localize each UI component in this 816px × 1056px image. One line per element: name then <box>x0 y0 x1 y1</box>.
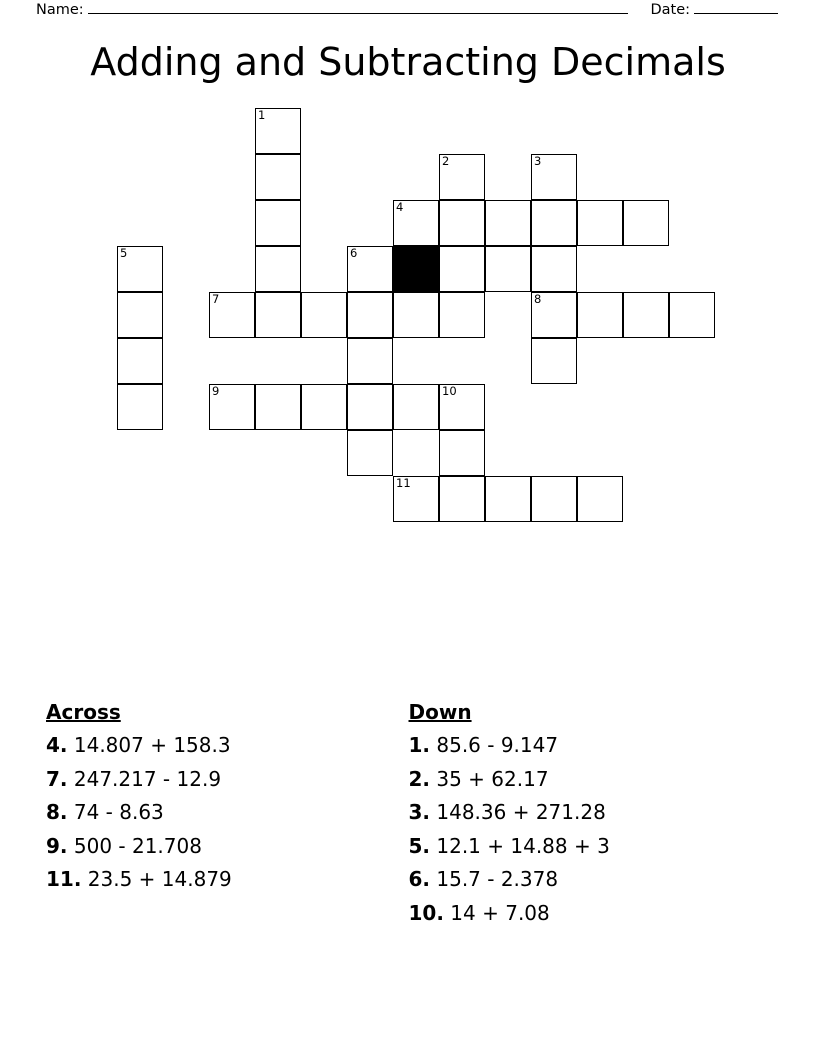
grid-cell-number: 1 <box>258 108 266 122</box>
clue-number: 11. <box>46 867 82 891</box>
grid-cell[interactable] <box>255 200 301 246</box>
clue-item <box>46 863 408 897</box>
grid-cell[interactable] <box>669 292 715 338</box>
grid-cell[interactable] <box>439 384 485 430</box>
grid-cell[interactable] <box>439 246 485 292</box>
grid-cell[interactable] <box>255 384 301 430</box>
clue-item <box>46 796 408 830</box>
grid-cell[interactable] <box>531 200 577 246</box>
grid-cell[interactable] <box>531 476 577 522</box>
grid-cell-number: 6 <box>350 246 358 260</box>
grid-cell[interactable] <box>623 292 669 338</box>
grid-cell[interactable] <box>255 108 301 154</box>
clue-number: 5. <box>408 833 431 858</box>
grid-cell[interactable] <box>531 292 577 338</box>
grid-cell[interactable] <box>439 200 485 246</box>
across-heading: Across <box>46 700 121 724</box>
grid-cell[interactable] <box>393 384 439 430</box>
down-heading: Down <box>408 700 472 724</box>
name-date-header <box>36 0 780 26</box>
grid-cell[interactable] <box>255 154 301 200</box>
clue-text: 15.7 - 2.378 <box>430 867 559 891</box>
grid-cell[interactable] <box>531 154 577 200</box>
grid-cell-number: 4 <box>396 200 404 214</box>
grid-cell-number: 5 <box>120 246 128 260</box>
grid-cell[interactable] <box>531 246 577 292</box>
grid-cell[interactable] <box>439 292 485 338</box>
grid-cell[interactable] <box>255 246 301 292</box>
grid-cell[interactable] <box>577 200 623 246</box>
grid-cell-number: 3 <box>534 154 542 168</box>
grid-cell[interactable] <box>117 384 163 430</box>
grid-cell[interactable] <box>347 384 393 430</box>
clue-text: 14 + 7.08 <box>443 900 550 925</box>
page-title: Adding and Subtracting Decimals <box>90 40 726 84</box>
clue-number: 9. <box>46 833 68 858</box>
name-label: Name: <box>36 2 84 18</box>
grid-cell-number: 8 <box>534 292 542 306</box>
grid-cell[interactable] <box>393 476 439 522</box>
clue-item <box>409 830 771 864</box>
grid-cell-number: 9 <box>212 384 220 398</box>
clue-text: 35 + 62.17 <box>430 766 549 791</box>
clue-number: 2. <box>408 766 431 791</box>
clue-item <box>409 729 771 763</box>
clue-item <box>46 763 408 797</box>
grid-cell-number: 11 <box>396 476 411 490</box>
grid-cell[interactable] <box>117 338 163 384</box>
grid-cell[interactable] <box>393 200 439 246</box>
grid-cell[interactable] <box>255 292 301 338</box>
grid-cell[interactable] <box>117 292 163 338</box>
grid-cell[interactable] <box>439 430 485 476</box>
clue-text: 148.36 + 271.28 <box>430 800 606 824</box>
clue-item <box>46 830 408 864</box>
grid-cell-number: 10 <box>442 384 457 398</box>
date-write-line <box>694 0 778 14</box>
down-clue-list <box>409 729 771 930</box>
across-clue-list <box>46 729 408 897</box>
grid-cell[interactable] <box>209 384 255 430</box>
grid-cell[interactable] <box>439 476 485 522</box>
grid-cell[interactable] <box>485 476 531 522</box>
clue-item <box>409 863 771 897</box>
clue-item <box>409 796 771 830</box>
grid-cell[interactable] <box>117 246 163 292</box>
grid-cell[interactable] <box>577 292 623 338</box>
grid-cell[interactable] <box>347 338 393 384</box>
grid-cell[interactable] <box>347 292 393 338</box>
clue-number: 3. <box>408 800 431 824</box>
clues-section <box>46 700 770 930</box>
clue-number: 10. <box>408 900 444 925</box>
clue-number: 4. <box>46 733 68 757</box>
grid-cell[interactable] <box>347 246 393 292</box>
across-column <box>46 700 408 930</box>
grid-cell[interactable] <box>301 384 347 430</box>
clue-item <box>46 729 408 763</box>
clue-text: 74 - 8.63 <box>67 800 164 824</box>
grid-cell-blocked <box>393 246 439 292</box>
grid-cell[interactable] <box>301 292 347 338</box>
grid-cell[interactable] <box>393 292 439 338</box>
grid-cell-number: 2 <box>442 154 450 168</box>
clue-number: 7. <box>46 766 68 791</box>
clue-number: 8. <box>46 800 68 824</box>
crossword-grid <box>0 108 816 588</box>
grid-cell[interactable] <box>623 200 669 246</box>
clue-item <box>409 763 771 797</box>
grid-cell[interactable] <box>209 292 255 338</box>
clue-number: 1. <box>408 733 431 757</box>
grid-cell[interactable] <box>485 200 531 246</box>
clue-number: 6. <box>408 867 431 891</box>
date-label: Date: <box>650 2 690 18</box>
clue-text: 12.1 + 14.88 + 3 <box>430 833 610 858</box>
grid-cell[interactable] <box>577 476 623 522</box>
grid-cell[interactable] <box>439 154 485 200</box>
grid-cell-number: 7 <box>212 292 220 306</box>
grid-cell[interactable] <box>347 430 393 476</box>
name-write-line <box>88 0 628 14</box>
down-column <box>408 700 771 930</box>
clue-text: 500 - 21.708 <box>67 833 202 858</box>
grid-cell[interactable] <box>531 338 577 384</box>
clue-text: 85.6 - 9.147 <box>430 733 559 757</box>
clue-text: 14.807 + 158.3 <box>67 733 231 757</box>
grid-cell[interactable] <box>485 246 531 292</box>
clue-text: 23.5 + 14.879 <box>81 867 232 891</box>
clue-item <box>409 897 771 931</box>
clue-text: 247.217 - 12.9 <box>67 766 222 791</box>
